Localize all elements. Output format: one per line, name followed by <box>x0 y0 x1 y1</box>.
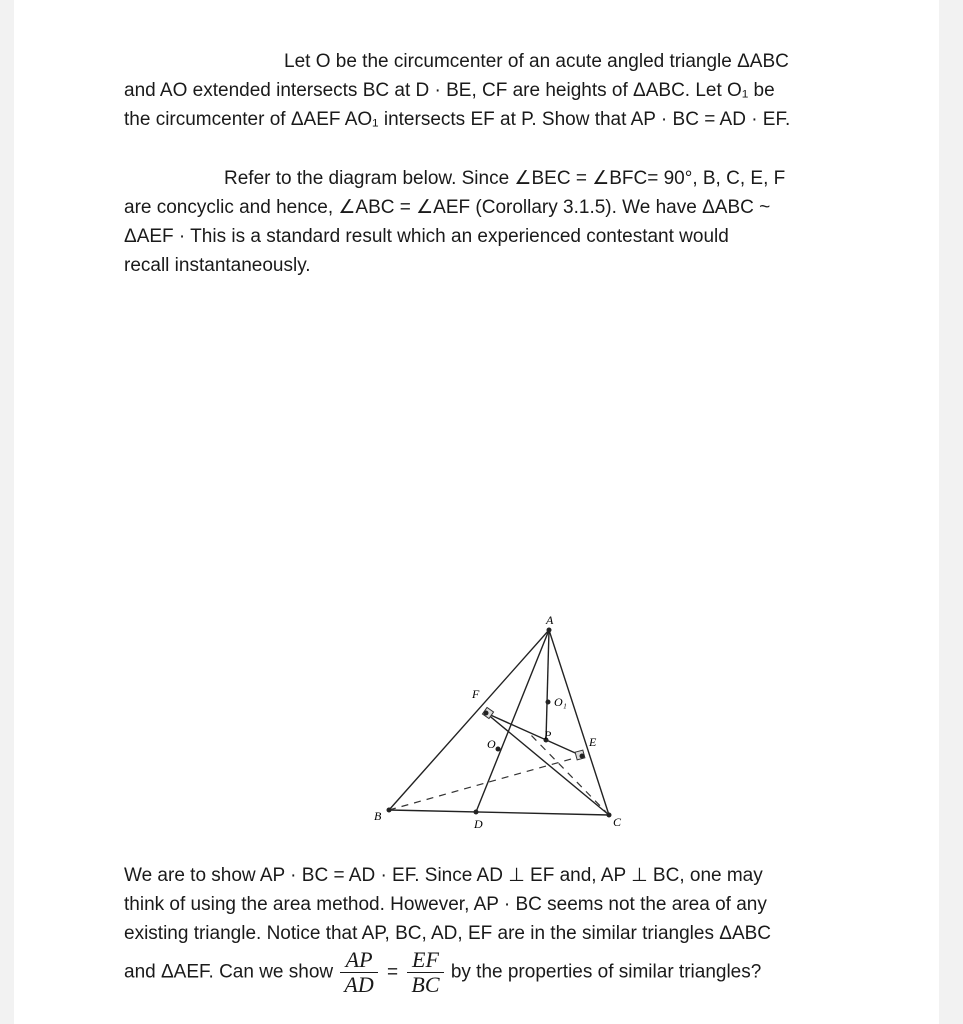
label-c: C <box>613 815 622 829</box>
discussion-line-4 <box>124 948 846 997</box>
solution-line-1: Refer to the diagram below. Since ∠BEC = ∠BFC= 90°, B, C, E, F <box>224 168 786 189</box>
fraction-ef-bc-denominator: BC <box>411 972 440 997</box>
discussion-line-2: think of using the area method. However, AP · BC seems not the area of any <box>124 894 767 915</box>
point-c <box>607 813 612 818</box>
point-o1 <box>546 700 551 705</box>
point-b <box>387 808 392 813</box>
document-page <box>14 0 939 1024</box>
problem-line-1: Let O be the circumcenter of an acute angled triangle ΔABC <box>284 51 789 72</box>
problem-line-2: and AO extended intersects BC at D · BE, CF are heights of ΔABC. Let O₁ be <box>124 80 775 101</box>
label-f: F <box>472 687 480 701</box>
triangle-diagram <box>314 560 654 850</box>
label-b: B <box>374 809 382 823</box>
label-e: E <box>589 735 597 749</box>
problem-statement <box>124 47 846 134</box>
solution-line-4: recall instantaneously. <box>124 255 311 276</box>
dashed-cp <box>528 732 609 815</box>
side-ab <box>389 630 549 810</box>
problem-line-3: the circumcenter of ΔAEF AO₁ intersects EF at P. Show that AP · BC = AD · EF. <box>124 109 791 130</box>
label-d: D <box>474 817 483 831</box>
label-p: P <box>544 728 552 742</box>
discussion-paragraph <box>124 861 846 997</box>
equals-sign: = <box>387 962 399 983</box>
solution-line-3: ΔAEF · This is a standard result which an experienced contestant would <box>124 226 729 247</box>
fraction-ap-ad <box>340 948 377 997</box>
segment-ad <box>476 630 549 812</box>
segment-ap <box>546 630 549 740</box>
fraction-ap-ad-numerator: AP <box>340 948 377 973</box>
point-a <box>547 628 552 633</box>
fraction-ef-bc-numerator: EF <box>407 948 443 973</box>
point-o <box>496 747 501 752</box>
label-a: A <box>546 613 554 627</box>
point-f <box>484 711 489 716</box>
altitude-be-dashed <box>389 756 582 810</box>
discussion-line-4-start: and ΔAEF. Can we show <box>124 961 334 983</box>
solution-paragraph <box>124 164 846 280</box>
label-o: O <box>487 737 496 751</box>
fraction-ef-bc <box>407 948 443 997</box>
side-ac <box>549 630 609 815</box>
point-d <box>474 810 479 815</box>
point-e <box>580 754 585 759</box>
side-bc <box>389 810 609 815</box>
solution-line-2: are concyclic and hence, ∠ABC = ∠AEF (Corollary 3.1.5). We have ΔABC ~ <box>124 197 771 218</box>
fraction-ap-ad-denominator: AD <box>344 972 374 997</box>
discussion-line-3: existing triangle. Notice that AP, BC, AD, EF are in the similar triangles ΔABC <box>124 923 772 944</box>
discussion-line-1: We are to show AP · BC = AD · EF. Since AD ⊥ EF and, AP ⊥ BC, one may <box>124 865 763 886</box>
discussion-line-4-end: by the properties of similar triangles? <box>450 961 762 983</box>
label-o1: O₁ <box>554 695 567 709</box>
